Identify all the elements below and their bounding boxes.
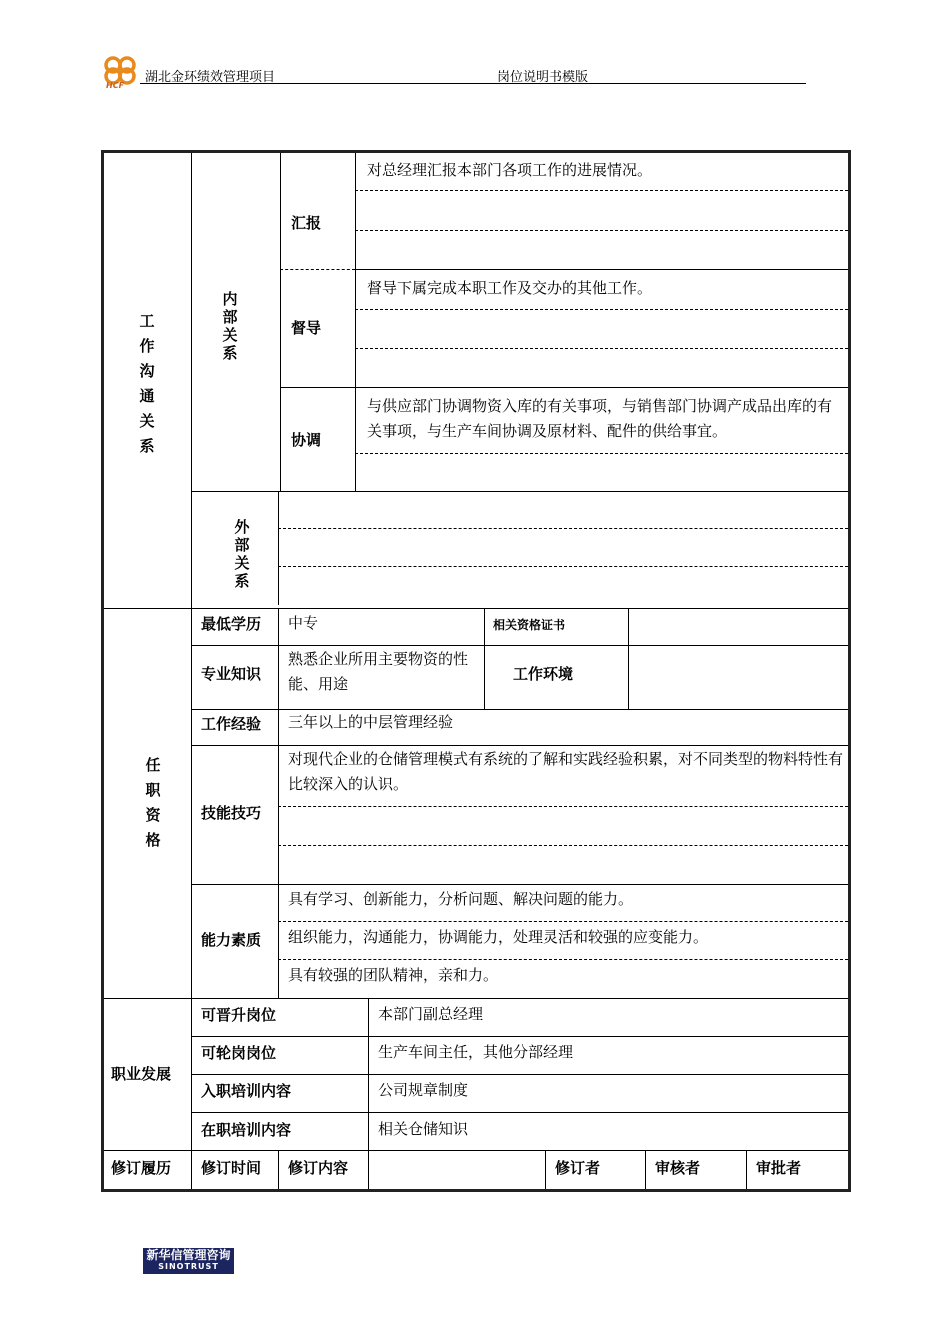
internal-relations-label: 内部关系 <box>222 290 238 362</box>
dashed-line <box>355 190 848 191</box>
divider <box>191 1074 848 1075</box>
divider <box>355 153 356 491</box>
skills-label: 技能技巧 <box>201 804 262 822</box>
dashed-line <box>355 230 848 231</box>
divider <box>191 1036 848 1037</box>
project-name: 湖北金环绩效管理项目 <box>145 70 276 85</box>
ability-item: 具有学习、创新能力，分析问题、解决问题的能力。 <box>288 890 634 908</box>
footer-logo-cn: 新华信管理咨询 <box>146 1248 231 1262</box>
inservice-value: 相关仓储知识 <box>378 1120 469 1138</box>
job-description-table <box>101 150 851 1192</box>
revision-column-header: 审批者 <box>756 1159 802 1177</box>
divider <box>104 608 848 609</box>
dashed-line <box>278 566 848 567</box>
dashed-line <box>278 528 848 529</box>
knowledge-value: 熟悉企业所用主要物资的性能、用途 <box>288 650 469 693</box>
divider <box>191 153 192 1189</box>
dashed-line <box>278 845 848 846</box>
divider <box>191 884 848 885</box>
ability-item: 具有较强的团队精神，亲和力。 <box>288 966 499 984</box>
ability-item: 组织能力，沟通能力，协调能力，处理灵活和较强的应变能力。 <box>288 928 709 946</box>
divider <box>278 491 279 605</box>
dashed-line <box>355 309 848 310</box>
dashed-line <box>278 959 848 960</box>
divider <box>355 269 848 270</box>
divider <box>484 608 485 709</box>
report-label: 汇报 <box>291 214 322 232</box>
revision-column-header: 修订者 <box>555 1159 601 1177</box>
divider <box>746 1150 747 1189</box>
education-label: 最低学历 <box>201 615 262 633</box>
dashed-line <box>355 348 848 349</box>
divider <box>645 1150 646 1189</box>
dashed-line <box>355 453 848 454</box>
header-rule <box>140 83 806 84</box>
rotation-label: 可轮岗岗位 <box>201 1044 277 1062</box>
revision-column-header: 修订内容 <box>288 1159 349 1177</box>
coordinate-label: 协调 <box>291 431 322 449</box>
inservice-label: 在职培训内容 <box>201 1121 292 1139</box>
revision-column-header: 修订时间 <box>201 1159 262 1177</box>
divider <box>278 608 279 998</box>
dashed-line <box>278 806 848 807</box>
divider <box>278 1150 279 1189</box>
divider <box>191 1112 848 1113</box>
divider <box>280 153 281 491</box>
knowledge-label: 专业知识 <box>201 665 262 683</box>
promotion-value: 本部门副总经理 <box>378 1005 484 1023</box>
company-logo <box>100 52 140 94</box>
experience-value: 三年以上的中层管理经验 <box>288 713 454 731</box>
divider <box>191 645 848 646</box>
document-title: 岗位说明书模版 <box>497 70 589 85</box>
divider <box>368 998 369 1189</box>
certificate-label: 相关资格证书 <box>493 618 566 632</box>
dashed-line <box>278 921 848 922</box>
section-label-career: 职业发展 <box>111 1065 172 1083</box>
divider <box>191 745 848 746</box>
environment-label: 工作环境 <box>513 665 574 683</box>
section-label-qualifications: 任职资格 <box>145 756 161 849</box>
coordinate-text: 与供应部门协调物资入库的有关事项，与销售部门协调产成品出库的有关事项，与生产车间协调及原材料、配件的供给事宜。 <box>367 397 833 440</box>
revision-column-header: 审核者 <box>655 1159 701 1177</box>
divider <box>280 269 355 270</box>
rotation-value: 生产车间主任，其他分部经理 <box>378 1043 574 1061</box>
section-label-revision: 修订履历 <box>111 1159 172 1177</box>
divider <box>191 491 848 492</box>
supervise-label: 督导 <box>291 319 322 337</box>
external-relations-label: 外部关系 <box>234 518 250 590</box>
divider <box>628 608 629 709</box>
promotion-label: 可晋升岗位 <box>201 1006 277 1024</box>
supervise-text: 督导下属完成本职工作及交办的其他工作。 <box>367 279 653 297</box>
divider <box>104 998 848 999</box>
logo-text: HCF <box>106 81 125 90</box>
footer-logo-en: SINOTRUST <box>158 1262 219 1271</box>
footer-logo <box>143 1248 234 1274</box>
onboarding-value: 公司规章制度 <box>378 1081 469 1099</box>
section-label-communication: 工作沟通关系 <box>139 312 155 455</box>
divider <box>104 1150 848 1151</box>
divider <box>280 387 848 388</box>
education-value: 中专 <box>288 614 319 632</box>
onboarding-label: 入职培训内容 <box>201 1082 292 1100</box>
skills-value: 对现代企业的仓储管理模式有系统的了解和实践经验积累，对不同类型的物料特性有比较深入的认识。 <box>288 750 844 793</box>
experience-label: 工作经验 <box>201 715 262 733</box>
divider <box>545 1150 546 1189</box>
ability-label: 能力素质 <box>201 931 262 949</box>
report-text: 对总经理汇报本部门各项工作的进展情况。 <box>367 161 653 179</box>
